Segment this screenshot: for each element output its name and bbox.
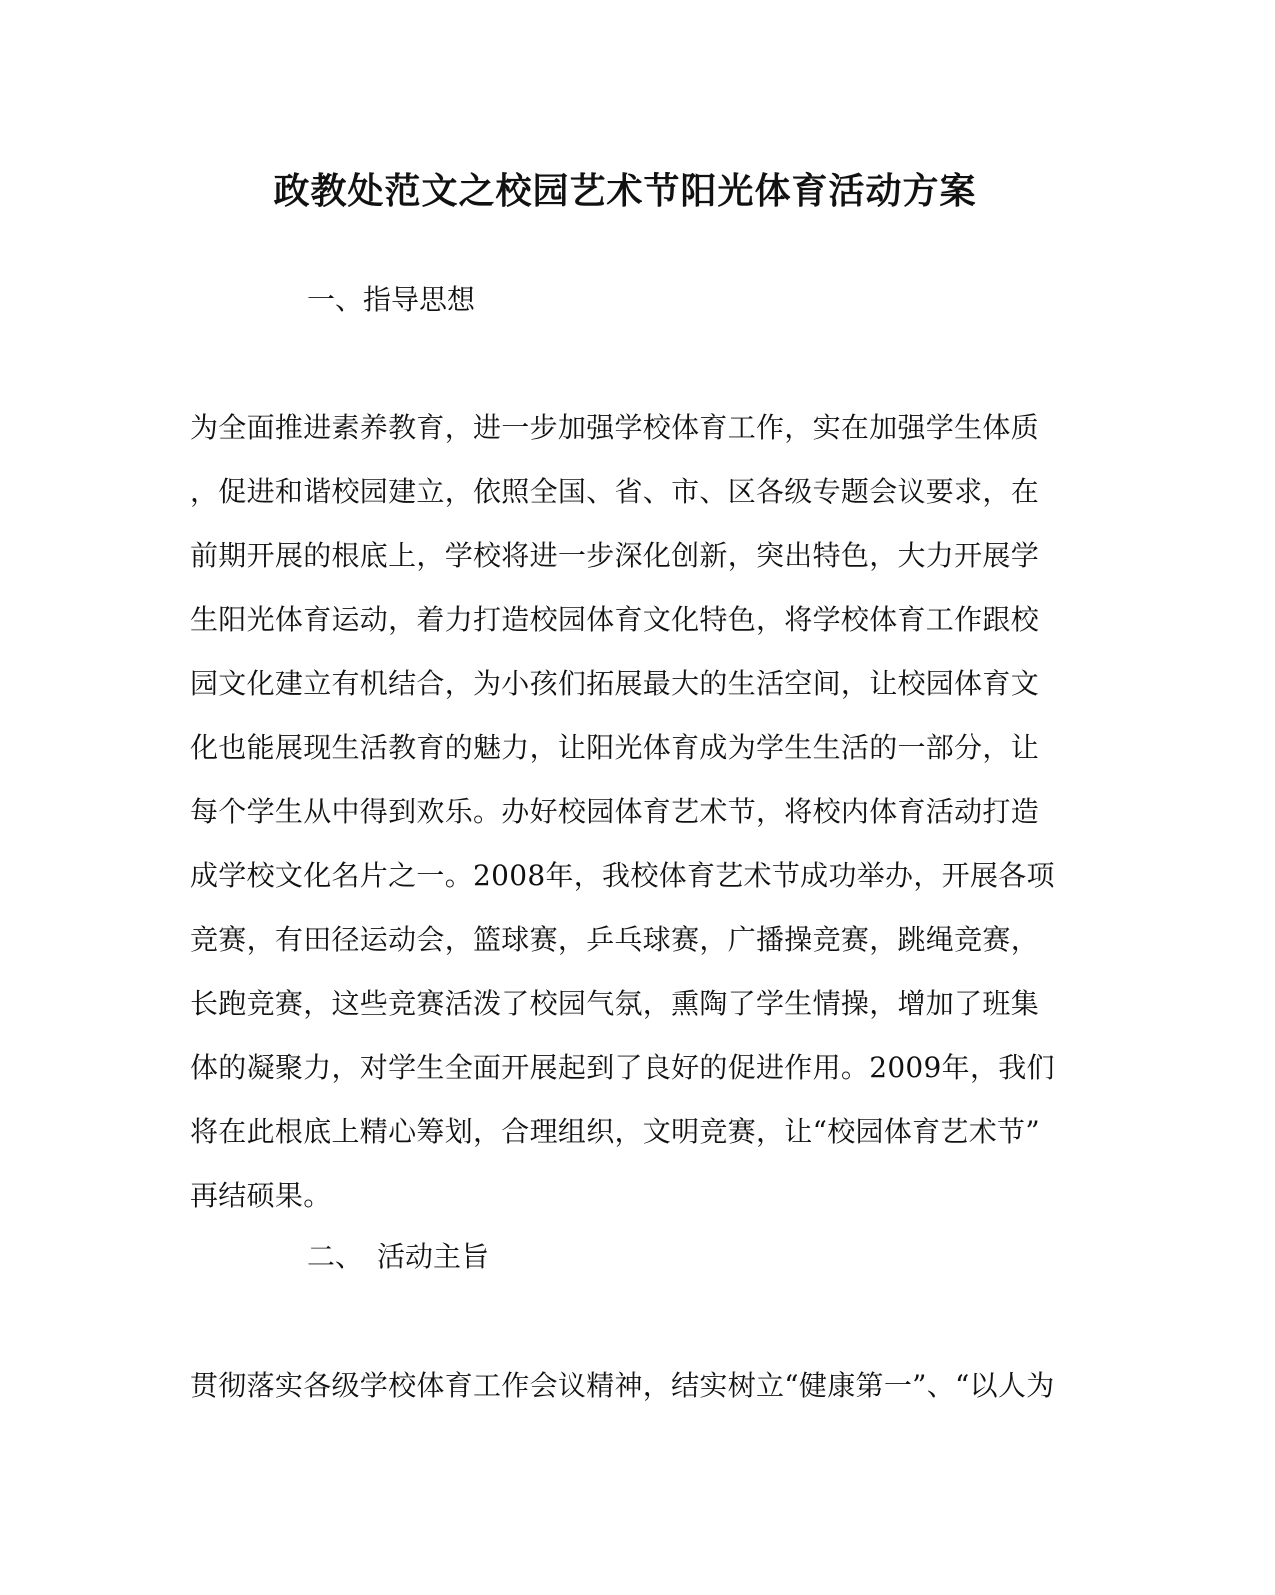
- paragraph-line: 为全面推进素养教育，进一步加强学校体育工作，实在加强学生体质: [190, 411, 1040, 444]
- paragraph-line: ，促进和谐校园建立，依照全国、省、市、区各级专题会议要求，在: [190, 475, 1040, 508]
- paragraph-line: 贯彻落实各级学校体育工作会议精神，结实树立“健康第一”、“以人为: [190, 1369, 1055, 1402]
- paragraph-line: 再结硕果。: [190, 1179, 332, 1212]
- paragraph-line: 园文化建立有机结合，为小孩们拓展最大的生活空间，让校园体育文: [190, 667, 1040, 700]
- document-title: 政教处范文之校园艺术节阳光体育活动方案: [273, 170, 977, 212]
- section-heading-2: [307, 1237, 489, 1277]
- paragraph-line: 化也能展现生活教育的魅力，让阳光体育成为学生生活的一部分，让: [190, 731, 1040, 764]
- paragraph-line: 长跑竞赛，这些竞赛活泼了校园气氛，熏陶了学生情操，增加了班集: [190, 987, 1040, 1020]
- paragraph-line: 体的凝聚力，对学生全面开展起到了良好的促进作用。2009年，我们: [190, 1051, 1055, 1084]
- section-number-1: 一、: [307, 283, 364, 316]
- paragraph-line: 竞赛，有田径运动会，篮球赛，乒乓球赛，广播操竞赛，跳绳竞赛，: [190, 923, 1040, 956]
- paragraph-line: 每个学生从中得到欢乐。办好校园体育艺术节，将校内体育活动打造: [190, 795, 1040, 828]
- section-title-1: 指导思想: [363, 283, 476, 316]
- paragraph-line: 成学校文化名片之一。2008年，我校体育艺术节成功举办，开展各项: [190, 859, 1055, 892]
- paragraph-line: 生阳光体育运动，着力打造校园体育文化特色，将学校体育工作跟校: [190, 603, 1040, 636]
- section-heading-1: [307, 280, 475, 320]
- section-number-2: 二、: [307, 1240, 364, 1273]
- paragraph-line: 前期开展的根底上，学校将进一步深化创新，突出特色，大力开展学: [190, 539, 1040, 572]
- section-title-2: 活动主旨: [377, 1240, 490, 1273]
- paragraph-line: 将在此根底上精心筹划，合理组织，文明竞赛，让“校园体育艺术节”: [190, 1115, 1040, 1148]
